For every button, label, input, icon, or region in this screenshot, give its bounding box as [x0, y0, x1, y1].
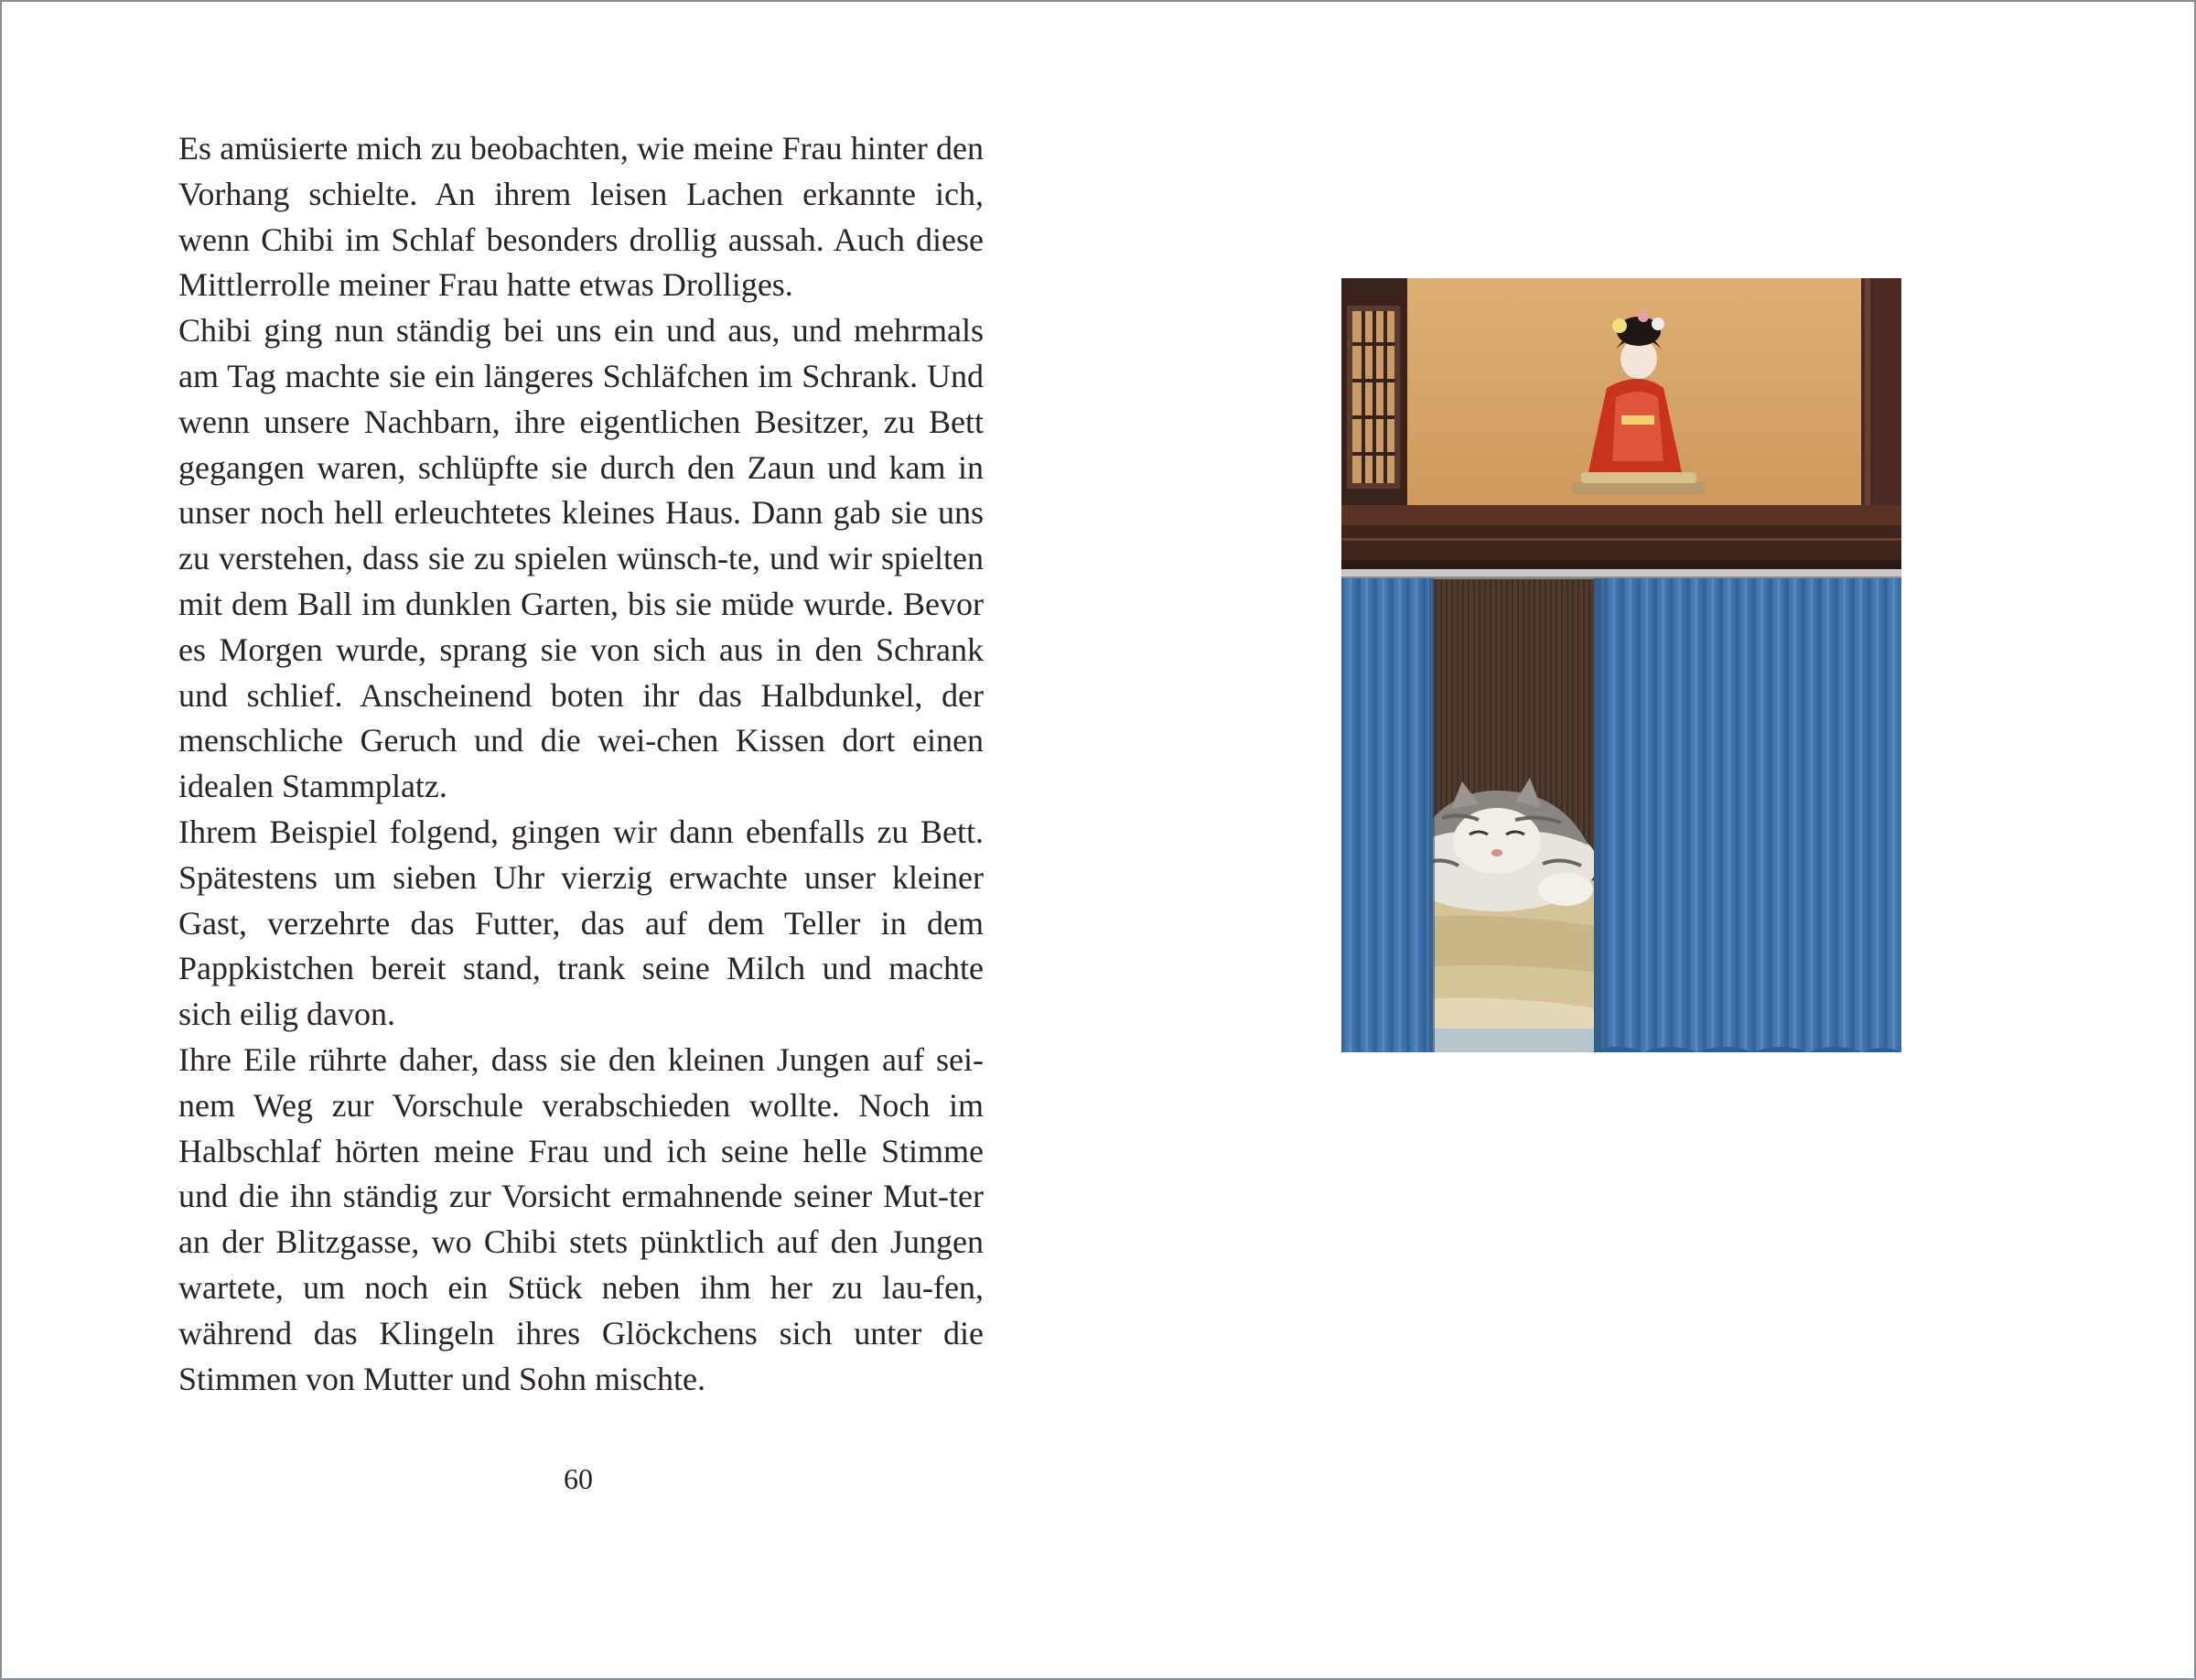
cat-sleeping-in-closet-illustration: [1341, 278, 1901, 1052]
paragraph-3: Ihrem Beispiel folgend, gingen wir dann ebenfalls zu Bett. Spätestens um sieben Uhr vierzig erwachte unser kleiner Gast, verzehrte das Futter, das auf dem Teller in dem Pappkistchen bereit stand, trank seine Milch und machte sich eilig davon.: [178, 813, 984, 1033]
left-curtain: [1341, 578, 1433, 1052]
paragraph-2: Chibi ging nun ständig bei uns ein und aus, und mehrmals am Tag machte sie ein längeres Schläfchen im Schrank. Und wenn unsere Nachbarn, ihre eigentlichen Besitzer, zu Bett gegangen waren, schlüpfte sie durch den Zaun und kam in unser noch hell erleuchtetes kleines Haus. Dann gab sie uns zu verstehen, dass sie zu spielen wünsch-te, und wir spielten mit dem Ball im dunklen Garten, bis sie müde wurde. Bevor es Morgen wurde, sprang sie von sich aus in den Schrank und schlief. Anscheinend boten ihr das Halbdunkel, der menschliche Geruch und die wei-chen Kissen dort einen idealen Stammplatz.: [178, 312, 984, 805]
paragraph-4: Ihre Eile rührte daher, dass sie den kleinen Jungen auf sei-nem Weg zur Vorschule verabschieden wollte. Noch im Halbschlaf hörten meine Frau und ich seine helle Stimme und die ihn ständig zur Vorsicht ermahnende seiner Mut-ter an der Blitzgasse, wo Chibi stets pünktlich auf den Jungen wartete, um noch ein Stück neben ihm her zu lau-fen, während das Klingeln ihres Glöckchens sich unter die Stimmen von Mutter und Sohn mischte.: [178, 1040, 984, 1397]
shelf: [1341, 505, 1901, 571]
right-curtain: [1594, 578, 1901, 1052]
paragraph-1: Es amüsierte mich zu beobachten, wie meine Frau hinter den Vorhang schielte. An ihrem leisen Lachen erkannte ich, wenn Chibi im Schlaf besonders drollig aussah. Auch diese Mittlerrolle meiner Frau hatte etwas Drolliges.: [178, 130, 984, 304]
page-number: 60: [564, 1462, 593, 1495]
text-column: [178, 126, 984, 1402]
lattice-panel: [1341, 278, 1407, 507]
